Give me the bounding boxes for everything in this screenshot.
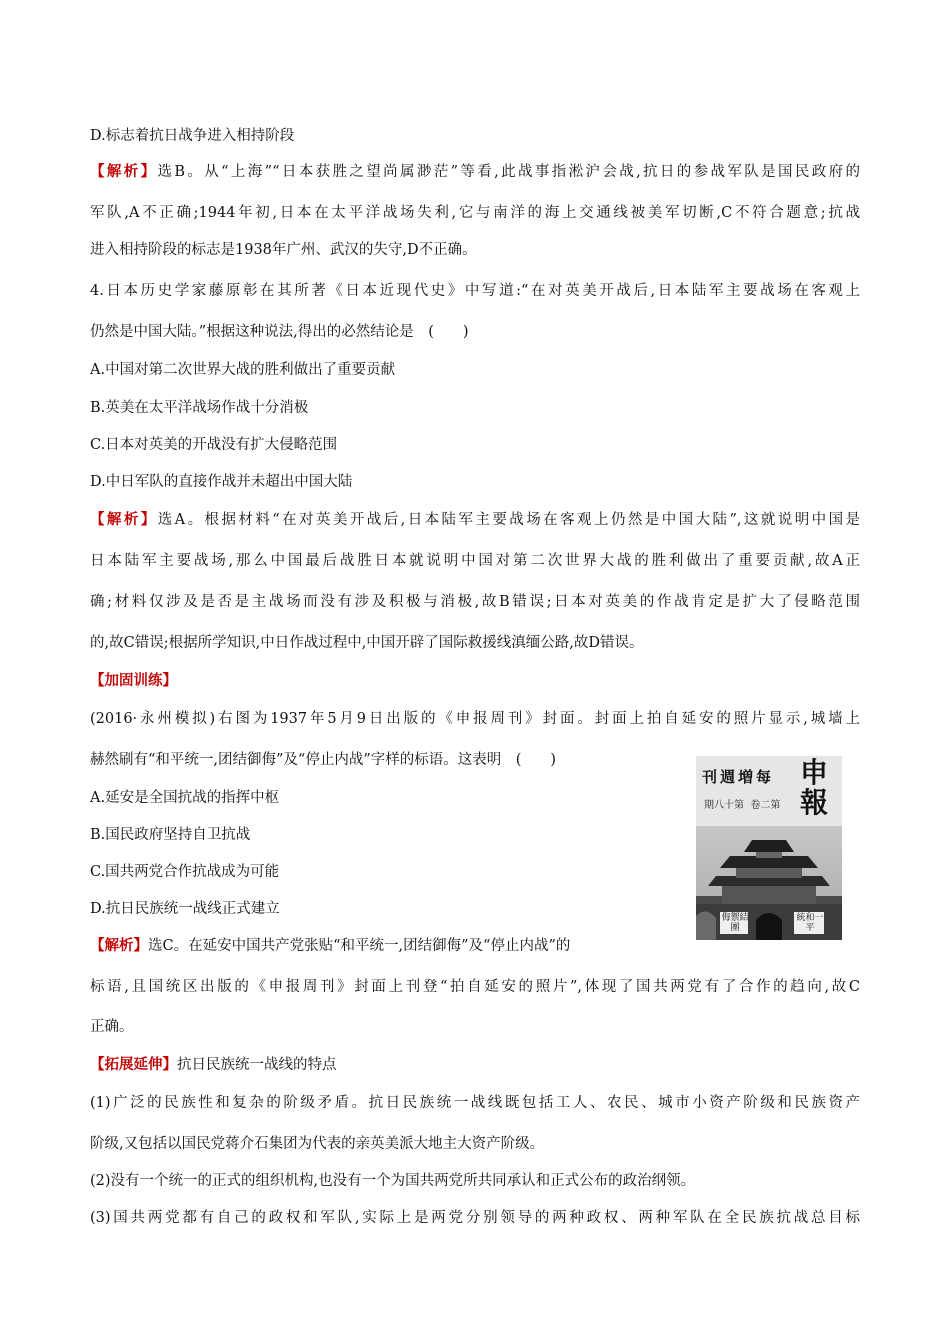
option-c-q5: C.国共两党合作抗战成为可能	[90, 864, 280, 880]
question-4-line2: 仍然是中国大陆。”根据这种说法,得出的必然结论是 ( )	[90, 324, 469, 340]
analysis-tag: 【解析】	[90, 511, 158, 528]
analysis-q3-line3: 进入相持阶段的标志是1938年广州、武汉的失守,D不正确。	[90, 242, 477, 258]
analysis-q5-line3: 正确。	[90, 1019, 134, 1035]
analysis-q5-line2: 标语,且国统区出版的《申报周刊》封面上刊登“拍自延安的照片”,体现了国共两党有了合作的趋向,故C	[90, 979, 860, 995]
analysis-q4-line2: 日本陆军主要战场,那么中国最后战胜日本就说明中国对第二次世界大战的胜利做出了重要贡献,故A正	[90, 553, 860, 569]
question-5-line1: (2016·永州模拟)右图为1937年5月9日出版的《申报周刊》封面。封面上拍自延安的照片显示,城墙上	[90, 711, 860, 727]
option-b-q5: B.国民政府坚持自卫抗战	[90, 827, 251, 843]
extension-heading: 【拓展延伸】抗日民族统一战线的特点	[90, 1056, 337, 1073]
analysis-q4-line4: 的,故C错误;根据所学知识,中日作战过程中,中国开辟了国际救援线滇缅公路,故D错误。	[90, 635, 644, 651]
cover-issue: 期八十第 卷二第	[704, 800, 781, 811]
extension-point-2: (2)没有一个统一的正式的组织机构,也没有一个为国共两党所共同承认和正式公布的政治纲领。	[90, 1173, 696, 1189]
option-c-q4: C.日本对英美的开战没有扩大侵略范围	[90, 437, 338, 453]
extension-point-1-line1: (1)广泛的民族性和复杂的阶级矛盾。抗日民族统一战线既包括工人、农民、城市小资产阶级和民族资产	[90, 1095, 860, 1111]
cover-masthead: 申報	[800, 756, 829, 819]
extension-point-3-line1: (3)国共两党都有自己的政权和军队,实际上是两党分别领导的两种政权、两种军队在全民族抗战总目标	[90, 1210, 860, 1226]
banner-right-text: 統和一平	[796, 913, 824, 933]
analysis-tag: 【解析】	[90, 163, 158, 180]
analysis-q4-line1: 【解析】选A。根据材料“在对英美开战后,日本陆军主要战场在客观上仍然是中国大陆”,这就说明中国是	[90, 511, 860, 528]
option-d-q5: D.抗日民族统一战线正式建立	[90, 901, 280, 917]
option-d-q4: D.中日军队的直接作战并未超出中国大陆	[90, 474, 353, 490]
banner-left-text: 侮禦結團	[721, 913, 749, 933]
analysis-q3-line2: 军队,A不正确;1944年初,日本在太平洋战场失利,它与南洋的海上交通线被美军切断,C不符合题意;抗战	[90, 205, 860, 221]
analysis-q5-line1: 【解析】选C。在延安中国共产党张贴“和平统一,团结御侮”及“停止内战”的	[90, 937, 571, 954]
reinforcement-heading: 【加固训练】	[90, 672, 177, 689]
option-b-q4: B.英美在太平洋战场作战十分消极	[90, 400, 309, 416]
analysis-q4-line3: 确;材料仅涉及是否是主战场而没有涉及积极与消极,故B错误;日本对英美的作战肯定是扩大了侵略范围	[90, 594, 860, 610]
extension-tag: 【拓展延伸】	[90, 1056, 177, 1073]
shenbao-weekly-cover-image	[696, 756, 842, 940]
option-a-q5: A.延安是全国抗战的指挥中枢	[90, 790, 280, 806]
extension-point-1-line2: 阶级,又包括以国民党蒋介石集团为代表的亲英美派大地主大资产阶级。	[90, 1136, 545, 1152]
analysis-q3-line1: 【解析】选B。从“上海”“日本获胜之望尚属渺茫”等看,此战事指淞沪会战,抗日的参战军队是国民政府的	[90, 163, 860, 180]
option-a-q4: A.中国对第二次世界大战的胜利做出了重要贡献	[90, 362, 396, 378]
analysis-tag: 【解析】	[90, 937, 148, 954]
cover-subtitle: 刊週増每	[702, 768, 775, 786]
option-d-q3: D.标志着抗日战争进入相持阶段	[90, 128, 295, 144]
question-4-line1: 4.日本历史学家藤原彰在其所著《日本近现代史》中写道:“在对英美开战后,日本陆军主要战场在客观上	[90, 283, 860, 299]
question-5-line2: 赫然刷有“和平统一,团结御侮”及“停止内战”字样的标语。这表明 ( )	[90, 752, 557, 768]
